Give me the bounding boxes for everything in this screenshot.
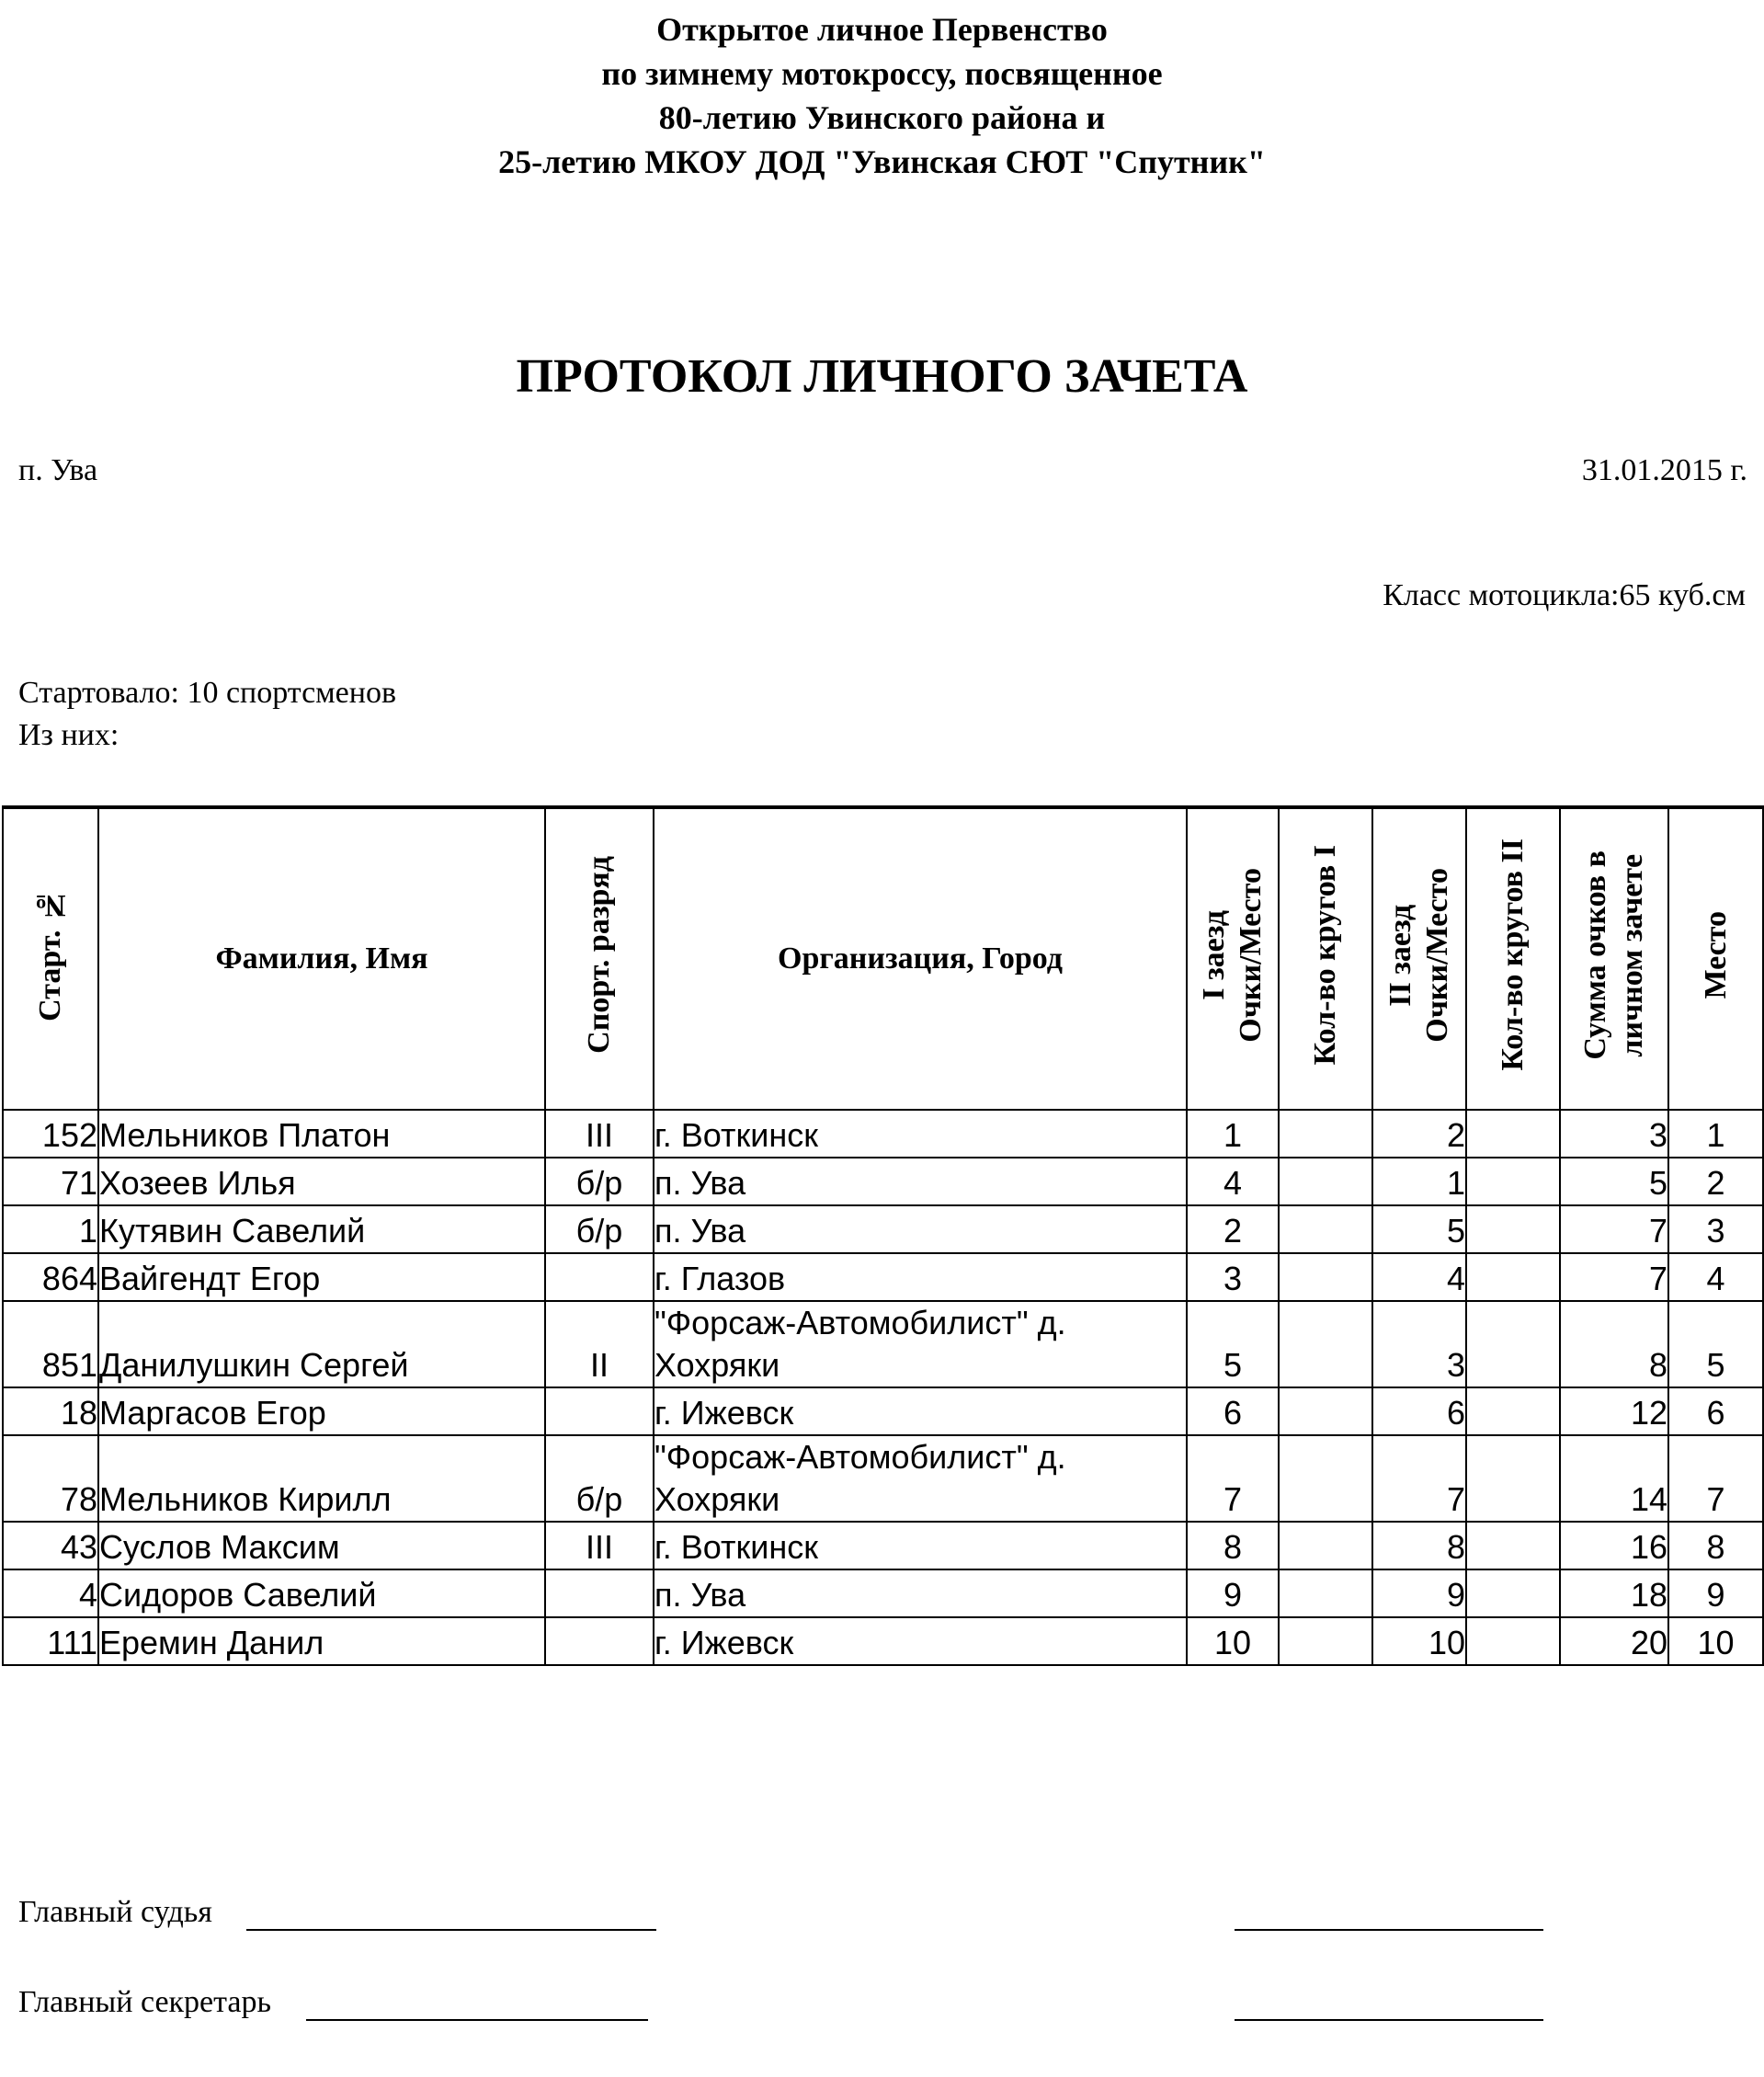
header-line-2: по зимнему мотокроссу, посвященное [601, 55, 1163, 92]
sum-cell: 5 [1560, 1158, 1668, 1205]
name-cell: Мельников Платон [98, 1110, 545, 1158]
race1-cell: 7 [1187, 1435, 1279, 1522]
laps2-cell [1466, 1110, 1560, 1158]
place-cell: 10 [1668, 1617, 1763, 1665]
table-row [3, 1301, 1763, 1387]
laps2-cell [1466, 1617, 1560, 1665]
race1-cell: 8 [1187, 1522, 1279, 1569]
chief-secretary-signature-line [306, 2019, 648, 2021]
race2-cell: 7 [1372, 1435, 1466, 1522]
table-row [3, 1435, 1763, 1522]
start-no-cell: 71 [3, 1158, 98, 1205]
race1-cell: 3 [1187, 1253, 1279, 1301]
chief-judge-name-line [1235, 1929, 1543, 1931]
laps1-cell [1279, 1301, 1372, 1387]
laps1-cell [1279, 1617, 1372, 1665]
sum-cell: 20 [1560, 1617, 1668, 1665]
place-cell: 6 [1668, 1387, 1763, 1435]
header-start-no: Старт. № [3, 807, 98, 1110]
header-race2: II заезд Очки/Место [1372, 807, 1466, 1110]
results-table [2, 805, 1764, 1666]
org-cell: п. Ува [654, 1569, 1187, 1617]
race1-cell: 6 [1187, 1387, 1279, 1435]
race2-cell: 1 [1372, 1158, 1466, 1205]
race2-cell: 4 [1372, 1253, 1466, 1301]
place-cell: 8 [1668, 1522, 1763, 1569]
race1-cell: 1 [1187, 1110, 1279, 1158]
sum-cell: 14 [1560, 1435, 1668, 1522]
name-cell: Мельников Кирилл [98, 1435, 545, 1522]
sum-cell: 3 [1560, 1110, 1668, 1158]
sum-cell: 18 [1560, 1569, 1668, 1617]
org-line-2: Хохряки [654, 1346, 780, 1384]
start-no-cell: 78 [3, 1435, 98, 1522]
rank-cell [545, 1617, 654, 1665]
chief-secretary-label: Главный секретарь [18, 1985, 272, 2019]
laps1-cell [1279, 1158, 1372, 1205]
place-cell: 7 [1668, 1435, 1763, 1522]
laps1-cell [1279, 1435, 1372, 1522]
header-org: Организация, Город [654, 807, 1187, 1110]
org-cell: г. Ижевск [654, 1387, 1187, 1435]
laps2-cell [1466, 1569, 1560, 1617]
header-laps1: Кол-во кругов I [1279, 807, 1372, 1110]
race1-cell: 10 [1187, 1617, 1279, 1665]
sum-cell: 7 [1560, 1205, 1668, 1253]
place-cell: 4 [1668, 1253, 1763, 1301]
start-no-cell: 1 [3, 1205, 98, 1253]
race1-cell: 2 [1187, 1205, 1279, 1253]
chief-judge-signature-line [246, 1929, 656, 1931]
rank-cell [545, 1387, 654, 1435]
start-no-cell: 4 [3, 1569, 98, 1617]
laps2-cell [1466, 1205, 1560, 1253]
race2-cell: 3 [1372, 1301, 1466, 1387]
table-row [3, 1253, 1763, 1301]
rank-cell: III [545, 1522, 654, 1569]
started-text: Стартовало: 10 спортсменов [18, 676, 397, 710]
laps1-cell [1279, 1569, 1372, 1617]
start-no-cell: 18 [3, 1387, 98, 1435]
name-cell: Вайгендт Егор [98, 1253, 545, 1301]
race2-cell: 10 [1372, 1617, 1466, 1665]
org-cell: г. Глазов [654, 1253, 1187, 1301]
place-cell: 1 [1668, 1110, 1763, 1158]
race2-cell: 6 [1372, 1387, 1466, 1435]
place-cell: 2 [1668, 1158, 1763, 1205]
name-cell: Сидоров Савелий [98, 1569, 545, 1617]
name-cell: Хозеев Илья [98, 1158, 545, 1205]
name-cell: Маргасов Егор [98, 1387, 545, 1435]
table-row [3, 1569, 1763, 1617]
table-header-row [3, 807, 1763, 1110]
place-cell: 5 [1668, 1301, 1763, 1387]
laps1-cell [1279, 1387, 1372, 1435]
header-sum: Сумма очков в личном зачете [1560, 807, 1668, 1110]
header-name: Фамилия, Имя [98, 807, 545, 1110]
laps2-cell [1466, 1522, 1560, 1569]
rank-cell: б/р [545, 1158, 654, 1205]
header-line-4: 25-летию МКОУ ДОД "Увинская СЮТ "Спутник" [498, 143, 1266, 180]
sum-cell: 16 [1560, 1522, 1668, 1569]
race2-cell: 9 [1372, 1569, 1466, 1617]
place-cell: 3 [1668, 1205, 1763, 1253]
table-row [3, 1205, 1763, 1253]
laps2-cell [1466, 1387, 1560, 1435]
sum-cell: 8 [1560, 1301, 1668, 1387]
document-title: ПРОТОКОЛ ЛИЧНОГО ЗАЧЕТА [516, 350, 1248, 403]
table-row [3, 1387, 1763, 1435]
header-line-1: Открытое личное Первенство [656, 11, 1108, 48]
rank-cell [545, 1253, 654, 1301]
header-line-3: 80-летию Увинского района и [658, 99, 1106, 136]
name-cell: Суслов Максим [98, 1522, 545, 1569]
date-text: 31.01.2015 г. [1581, 453, 1747, 487]
laps2-cell [1466, 1435, 1560, 1522]
race1-cell: 5 [1187, 1301, 1279, 1387]
moto-class-text: Класс мотоцикла:65 куб.см [1383, 578, 1746, 612]
name-cell: Данилушкин Сергей [98, 1301, 545, 1387]
org-cell: г. Воткинск [654, 1522, 1187, 1569]
race2-cell: 8 [1372, 1522, 1466, 1569]
place-text: п. Ува [18, 453, 98, 487]
table-row [3, 1617, 1763, 1665]
start-no-cell: 851 [3, 1301, 98, 1387]
start-no-cell: 152 [3, 1110, 98, 1158]
rank-cell: II [545, 1301, 654, 1387]
start-no-cell: 43 [3, 1522, 98, 1569]
header-race1: I заезд Очки/Место [1187, 807, 1279, 1110]
name-cell: Еремин Данил [98, 1617, 545, 1665]
org-cell: г. Ижевск [654, 1617, 1187, 1665]
org-cell: п. Ува [654, 1205, 1187, 1253]
laps2-cell [1466, 1301, 1560, 1387]
laps2-cell [1466, 1253, 1560, 1301]
laps1-cell [1279, 1522, 1372, 1569]
rank-cell: б/р [545, 1205, 654, 1253]
org-cell: п. Ува [654, 1158, 1187, 1205]
laps1-cell [1279, 1110, 1372, 1158]
race1-cell: 4 [1187, 1158, 1279, 1205]
race2-cell: 5 [1372, 1205, 1466, 1253]
header-rank: Спорт. разряд [545, 807, 654, 1110]
rank-cell: III [545, 1110, 654, 1158]
rank-cell: б/р [545, 1435, 654, 1522]
sum-cell: 7 [1560, 1253, 1668, 1301]
org-cell [654, 1435, 1187, 1522]
sum-cell: 12 [1560, 1387, 1668, 1435]
start-no-cell: 864 [3, 1253, 98, 1301]
org-cell: г. Воткинск [654, 1110, 1187, 1158]
header-laps2: Кол-во кругов II [1466, 807, 1560, 1110]
race2-cell: 2 [1372, 1110, 1466, 1158]
start-no-cell: 111 [3, 1617, 98, 1665]
header-place: Место [1668, 807, 1763, 1110]
chief-secretary-name-line [1235, 2019, 1543, 2021]
race1-cell: 9 [1187, 1569, 1279, 1617]
of-them-text: Из них: [18, 718, 119, 752]
org-line-1: "Форсаж-Автомобилист" д. [654, 1304, 1066, 1341]
table-row [3, 1522, 1763, 1569]
place-cell: 9 [1668, 1569, 1763, 1617]
rank-cell [545, 1569, 654, 1617]
table-row [3, 1110, 1763, 1158]
chief-judge-label: Главный судья [18, 1895, 212, 1929]
org-line-2: Хохряки [654, 1480, 780, 1518]
name-cell: Кутявин Савелий [98, 1205, 545, 1253]
laps1-cell [1279, 1253, 1372, 1301]
org-cell [654, 1301, 1187, 1387]
laps1-cell [1279, 1205, 1372, 1253]
org-line-1: "Форсаж-Автомобилист" д. [654, 1438, 1066, 1476]
laps2-cell [1466, 1158, 1560, 1205]
table-row [3, 1158, 1763, 1205]
document-header [0, 7, 1764, 184]
